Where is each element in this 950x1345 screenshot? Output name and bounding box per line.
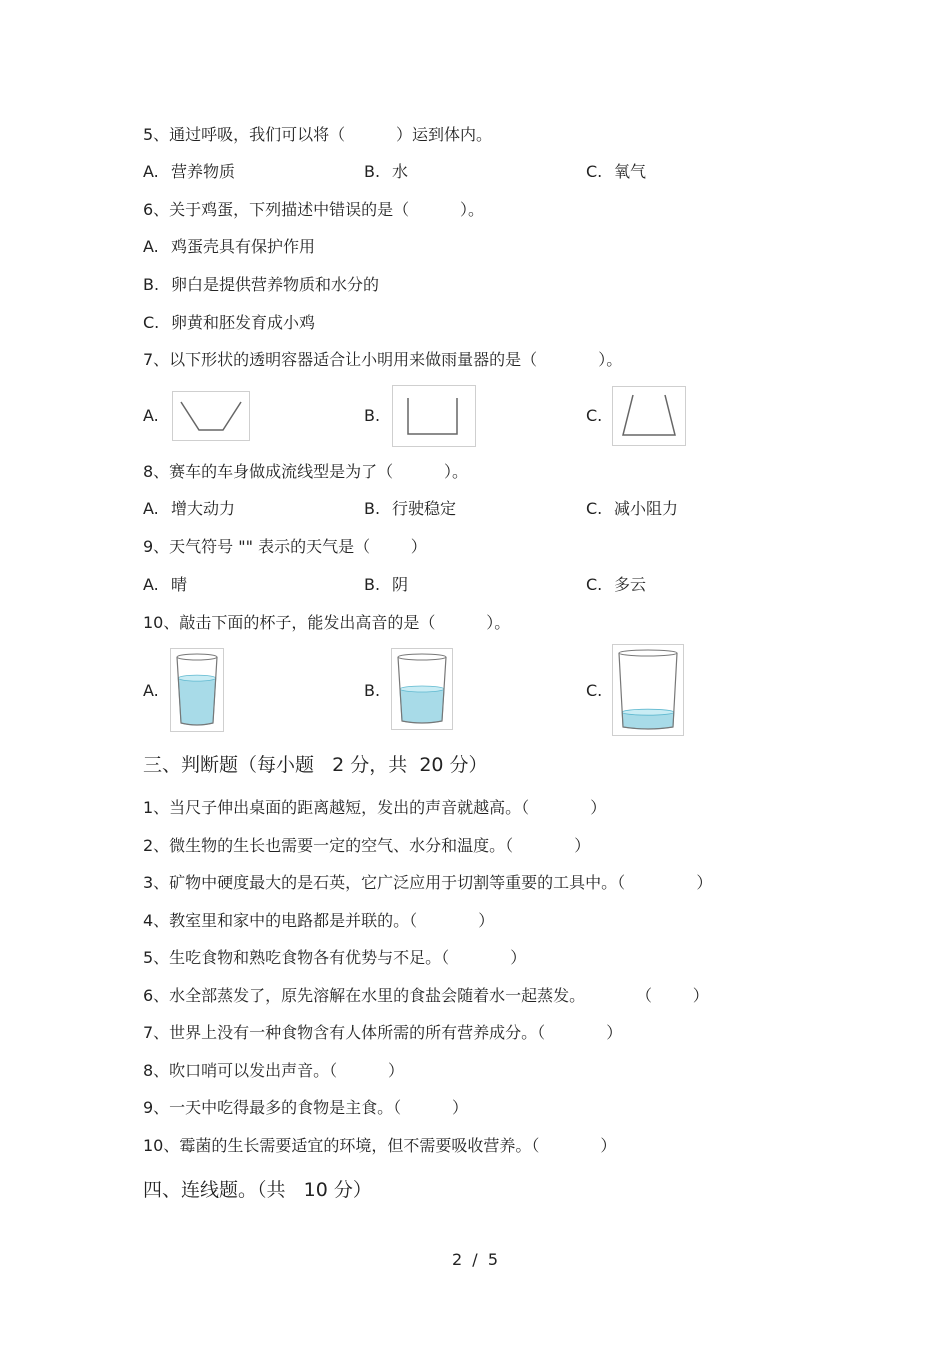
q5-option-c: C. 氧气 — [586, 162, 647, 181]
container-shape-c — [612, 386, 686, 446]
q5-text: 5、通过呼吸，我们可以将（ ）运到体内。 — [143, 125, 493, 144]
glass-of-water-icon — [613, 645, 683, 735]
q7-text: 7、以下形状的透明容器适合让小明用来做雨量器的是（ ）。 — [143, 350, 623, 369]
q6-option-c: C. 卵黄和胚发育成小鸡 — [143, 313, 316, 332]
q8-option-c: C. 减小阻力 — [586, 499, 679, 518]
water-surface — [622, 709, 674, 715]
judge-item-7: 7、世界上没有一种食物含有人体所需的所有营养成分。（ ） — [143, 1023, 623, 1042]
judge-item-4: 4、教室里和家中的电路都是并联的。（ ） — [143, 911, 495, 930]
judge-item-6: 6、水全部蒸发了，原先溶解在水里的食盐会随着水一起蒸发。 （ ） — [143, 986, 709, 1005]
judge-item-1: 1、当尺子伸出桌面的距离越短，发出的声音就越高。（ ） — [143, 798, 607, 817]
judge-item-10: 10、霉菌的生长需要适宜的环境，但不需要吸收营养。（ ） — [143, 1136, 617, 1155]
q10-option-c-label: C. — [586, 681, 603, 700]
q6-text: 6、关于鸡蛋，下列描述中错误的是（ ）。 — [143, 200, 485, 219]
q7-option-c-label: C. — [586, 406, 603, 425]
q7-option-b-label: B. — [364, 406, 381, 425]
q7-option-a-label: A. — [143, 406, 159, 425]
q8-option-b: B. 行驶稳定 — [364, 499, 457, 518]
straight-cylinder-icon — [393, 386, 475, 446]
section3-title: 三、判断题（每小题 2 分，共 20 分） — [143, 754, 488, 776]
glass-b — [391, 648, 453, 730]
glass-rim — [177, 654, 217, 660]
q6-option-a: A. 鸡蛋壳具有保护作用 — [143, 237, 316, 256]
q10-option-b-label: B. — [364, 681, 381, 700]
water-fill — [178, 678, 215, 725]
water-surface — [400, 686, 444, 692]
page-number: 2 / 5 — [451, 1250, 499, 1269]
q10-option-a-label: A. — [143, 681, 159, 700]
glass-a — [170, 648, 224, 732]
q9-option-a: A. 晴 — [143, 575, 188, 594]
judge-item-5: 5、生吃食物和熟吃食物各有优势与不足。（ ） — [143, 948, 527, 967]
container-shape-a — [172, 391, 250, 441]
water-fill — [400, 689, 444, 723]
q9-option-b: B. 阴 — [364, 575, 409, 594]
glass-c — [612, 644, 684, 736]
glass-rim — [398, 654, 446, 660]
trapezoid-narrow-top-icon — [613, 387, 685, 445]
judge-item-2: 2、微生物的生长也需要一定的空气、水分和温度。（ ） — [143, 836, 591, 855]
container-shape-b — [392, 385, 476, 447]
glass-of-water-icon — [392, 649, 452, 729]
water-surface — [178, 675, 215, 681]
judge-item-9: 9、一天中吃得最多的食物是主食。（ ） — [143, 1098, 469, 1117]
q5-option-b: B. 水 — [364, 162, 409, 181]
trapezoid-wide-top-icon — [173, 392, 249, 440]
q9-option-c: C. 多云 — [586, 575, 647, 594]
glass-rim — [619, 650, 677, 656]
q5-option-a: A. 营养物质 — [143, 162, 236, 181]
judge-item-8: 8、吹口哨可以发出声音。（ ） — [143, 1061, 405, 1080]
judge-item-3: 3、矿物中硬度最大的是石英，它广泛应用于切割等重要的工具中。（ ） — [143, 873, 713, 892]
q8-option-a: A. 增大动力 — [143, 499, 236, 518]
q8-text: 8、赛车的车身做成流线型是为了（ ）。 — [143, 462, 469, 481]
section4-title: 四、连线题。（共 10 分） — [143, 1179, 372, 1201]
glass-of-water-icon — [171, 649, 223, 731]
q6-option-b: B. 卵白是提供营养物质和水分的 — [143, 275, 380, 294]
q10-text: 10、敲击下面的杯子，能发出高音的是（ ）。 — [143, 613, 511, 632]
q9-text: 9、天气符号 "" 表示的天气是（ ） — [143, 537, 427, 556]
